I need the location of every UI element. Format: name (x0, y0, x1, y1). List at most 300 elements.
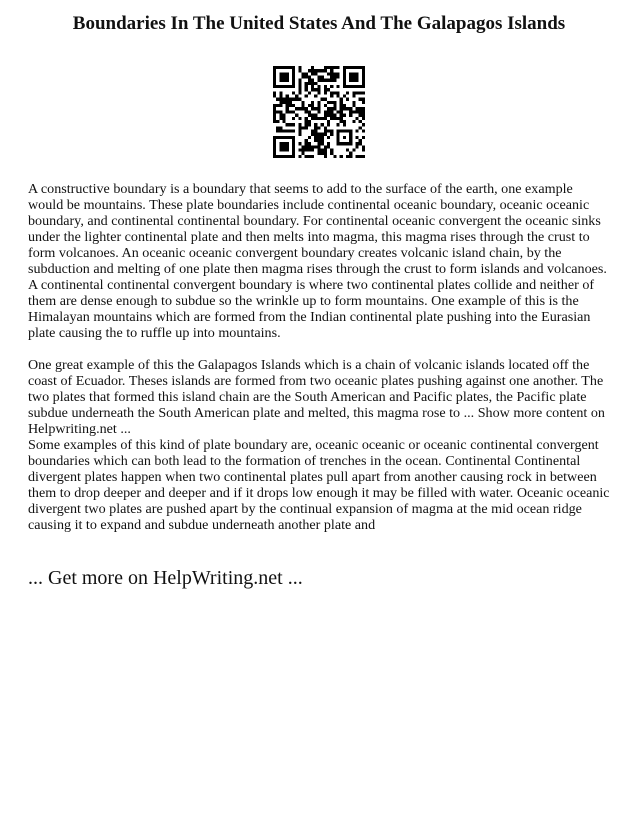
qr-module (359, 126, 362, 129)
qr-module (355, 117, 358, 120)
qr-module (355, 91, 358, 94)
qr-module (324, 104, 327, 107)
qr-module (362, 110, 365, 113)
qr-code-graphic (273, 66, 365, 158)
qr-module (311, 117, 314, 120)
qr-module (317, 145, 320, 148)
qr-module (298, 66, 301, 69)
qr-module (324, 91, 327, 94)
qr-module (349, 110, 352, 113)
qr-module (317, 85, 320, 88)
qr-module (340, 120, 343, 123)
qr-module (305, 95, 308, 98)
qr-module (317, 152, 320, 155)
qr-module (336, 66, 339, 69)
qr-module (330, 107, 333, 110)
qr-module (317, 148, 320, 151)
qr-module (314, 117, 317, 120)
qr-module (343, 104, 346, 107)
qr-module (333, 155, 336, 158)
qr-module (362, 114, 365, 117)
qr-module (359, 98, 362, 101)
qr-module (286, 129, 289, 132)
qr-module (330, 91, 333, 94)
qr-module (295, 95, 298, 98)
qr-module (289, 110, 292, 113)
qr-module (283, 114, 286, 117)
qr-module (311, 82, 314, 85)
qr-module (346, 148, 349, 151)
qr-module (317, 76, 320, 79)
qr-module (362, 136, 365, 139)
qr-module (362, 155, 365, 158)
qr-module (273, 107, 276, 110)
qr-module (362, 148, 365, 151)
qr-module (336, 72, 339, 75)
qr-module (343, 123, 346, 126)
qr-module (308, 120, 311, 123)
qr-module (311, 114, 314, 117)
qr-code-icon (273, 66, 365, 158)
qr-module (330, 110, 333, 113)
qr-module (333, 107, 336, 110)
qr-module (276, 126, 279, 129)
qr-module (333, 117, 336, 120)
qr-module (308, 104, 311, 107)
qr-module (324, 155, 327, 158)
qr-module (333, 66, 336, 69)
qr-module (298, 155, 301, 158)
qr-module (298, 117, 301, 120)
qr-module (314, 114, 317, 117)
qr-module (321, 139, 324, 142)
qr-module (317, 101, 320, 104)
qr-module (305, 120, 308, 123)
qr-module (298, 85, 301, 88)
qr-module (279, 98, 282, 101)
qr-module (362, 101, 365, 104)
qr-module (317, 79, 320, 82)
qr-module (308, 91, 311, 94)
qr-module (289, 104, 292, 107)
qr-module (336, 95, 339, 98)
qr-module (311, 104, 314, 107)
qr-module (330, 117, 333, 120)
qr-module (286, 98, 289, 101)
qr-module (314, 136, 317, 139)
qr-module (362, 98, 365, 101)
qr-module (343, 114, 346, 117)
qr-module (298, 126, 301, 129)
qr-module (340, 117, 343, 120)
qr-module (308, 142, 311, 145)
qr-module (321, 69, 324, 72)
qr-module (327, 88, 330, 91)
qr-module (317, 133, 320, 136)
qr-module (317, 142, 320, 145)
qr-module (317, 126, 320, 129)
qr-module (311, 66, 314, 69)
qr-module (349, 152, 352, 155)
qr-module (330, 133, 333, 136)
qr-module (298, 133, 301, 136)
qr-module (292, 91, 295, 94)
qr-module (302, 104, 305, 107)
qr-module (298, 148, 301, 151)
qr-module (330, 101, 333, 104)
qr-module (343, 107, 346, 110)
qr-module (305, 139, 308, 142)
qr-module (305, 72, 308, 75)
qr-module (340, 114, 343, 117)
qr-module (349, 107, 352, 110)
qr-module (286, 101, 289, 104)
qr-module (317, 110, 320, 113)
qr-module (305, 142, 308, 145)
qr-module (355, 142, 358, 145)
qr-module (311, 69, 314, 72)
qr-module (355, 155, 358, 158)
qr-module (289, 101, 292, 104)
qr-module (317, 139, 320, 142)
qr-module (330, 76, 333, 79)
qr-module (346, 98, 349, 101)
qr-module (321, 117, 324, 120)
qr-module (327, 66, 330, 69)
paragraph-divergent-boundaries: Some examples of this kind of plate boundary are, oceanic oceanic or oceanic continental convergent boundaries which can both lead to the formation of trenches in the ocean. Continental Continental divergent plates happen when two continental plates pull apart from another causing rock in between them to drop deeper and deeper and if it drops low enough it may be filled with water. Oceanic oceanic divergent two plates are pushed apart by the continual expansion of magma at the mid ocean ridge causing it to expand and subdue underneath another plate and (28, 437, 610, 533)
qr-module (324, 98, 327, 101)
qr-module (298, 98, 301, 101)
qr-module (324, 117, 327, 120)
qr-module (279, 91, 282, 94)
qr-module (346, 91, 349, 94)
qr-module (314, 95, 317, 98)
qr-module (302, 101, 305, 104)
qr-module (327, 107, 330, 110)
document-title: Boundaries In The United States And The Galapagos Islands (72, 13, 566, 34)
qr-module (327, 120, 330, 123)
qr-module (298, 91, 301, 94)
qr-module (355, 107, 358, 110)
qr-module (362, 107, 365, 110)
qr-module (352, 148, 355, 151)
qr-module (352, 104, 355, 107)
qr-module (314, 139, 317, 142)
qr-module (314, 126, 317, 129)
qr-module (305, 123, 308, 126)
qr-module (321, 148, 324, 151)
qr-module (317, 107, 320, 110)
qr-module (324, 110, 327, 113)
qr-module (308, 145, 311, 148)
qr-module (314, 72, 317, 75)
qr-module (292, 117, 295, 120)
qr-module (359, 114, 362, 117)
qr-module (276, 120, 279, 123)
qr-module (273, 104, 276, 107)
qr-module (327, 129, 330, 132)
qr-module (279, 129, 282, 132)
qr-module (302, 145, 305, 148)
qr-module (308, 82, 311, 85)
qr-module (362, 129, 365, 132)
qr-module (308, 79, 311, 82)
qr-module (308, 69, 311, 72)
qr-module (321, 152, 324, 155)
qr-module (308, 148, 311, 151)
qr-module (327, 142, 330, 145)
qr-module (302, 126, 305, 129)
qr-module (314, 88, 317, 91)
qr-module (362, 91, 365, 94)
qr-module (283, 98, 286, 101)
qr-module (333, 91, 336, 94)
qr-module (321, 123, 324, 126)
paragraph-galapagos-example: One great example of this the Galapagos Islands which is a chain of volcanic islands located off the coast of Ecuador. Theses islands are formed from two oceanic plates pushing against one another. The two plates that formed this island chain are the South American and Pacific plates, the Pacific plate subdue underneath the South American plate and melted, this magma rose to ... Show more content on Helpwriting.net ... (28, 357, 605, 437)
qr-module (352, 110, 355, 113)
qr-module (346, 155, 349, 158)
qr-module (346, 107, 349, 110)
qr-module (324, 114, 327, 117)
qr-module (308, 114, 311, 117)
qr-module (311, 155, 314, 158)
qr-module (317, 104, 320, 107)
qr-module (327, 136, 330, 139)
qr-module (289, 98, 292, 101)
qr-module (327, 110, 330, 113)
qr-module (355, 136, 358, 139)
qr-module (286, 107, 289, 110)
qr-module (283, 129, 286, 132)
qr-module (359, 155, 362, 158)
paragraph-gap (28, 341, 610, 357)
qr-module (311, 101, 314, 104)
qr-module (308, 110, 311, 113)
qr-module (343, 120, 346, 123)
qr-module (327, 123, 330, 126)
qr-module (355, 110, 358, 113)
qr-module (295, 98, 298, 101)
qr-module (314, 145, 317, 148)
qr-module (352, 120, 355, 123)
qr-module (273, 120, 276, 123)
qr-module (305, 145, 308, 148)
qr-module (311, 129, 314, 132)
qr-module (279, 95, 282, 98)
qr-module (286, 95, 289, 98)
qr-module (324, 79, 327, 82)
qr-module (302, 76, 305, 79)
qr-module (352, 95, 355, 98)
qr-module (330, 69, 333, 72)
qr-module (330, 95, 333, 98)
qr-module (305, 76, 308, 79)
qr-module (317, 117, 320, 120)
qr-module (292, 110, 295, 113)
qr-module (289, 123, 292, 126)
qr-module (298, 129, 301, 132)
qr-module (324, 133, 327, 136)
qr-module (292, 129, 295, 132)
qr-module (327, 72, 330, 75)
qr-module (279, 101, 282, 104)
qr-module (333, 72, 336, 75)
qr-module (324, 126, 327, 129)
qr-module (349, 155, 352, 158)
qr-module (336, 91, 339, 94)
qr-module (333, 76, 336, 79)
qr-module (279, 126, 282, 129)
qr-module (333, 104, 336, 107)
qr-module (279, 104, 282, 107)
qr-module (330, 148, 333, 151)
qr-module (314, 82, 317, 85)
qr-module (311, 72, 314, 75)
qr-module (305, 148, 308, 151)
qr-module (324, 145, 327, 148)
qr-module (311, 145, 314, 148)
qr-module (336, 110, 339, 113)
qr-module (336, 123, 339, 126)
qr-module (273, 91, 276, 94)
qr-module (305, 82, 308, 85)
qr-module (321, 142, 324, 145)
qr-module (273, 110, 276, 113)
qr-module (359, 91, 362, 94)
qr-module (302, 72, 305, 75)
qr-module (324, 88, 327, 91)
qr-module (362, 145, 365, 148)
qr-module (324, 85, 327, 88)
qr-module (276, 110, 279, 113)
qr-module (330, 66, 333, 69)
qr-module (308, 136, 311, 139)
qr-module (305, 110, 308, 113)
qr-module (352, 91, 355, 94)
qr-module (333, 79, 336, 82)
qr-module (352, 101, 355, 104)
qr-module (311, 107, 314, 110)
qr-module (324, 148, 327, 151)
qr-module (305, 88, 308, 91)
qr-module (286, 110, 289, 113)
qr-module (298, 107, 301, 110)
qr-module (330, 79, 333, 82)
qr-module (283, 120, 286, 123)
qr-module (340, 110, 343, 113)
qr-module (355, 145, 358, 148)
qr-module (283, 101, 286, 104)
qr-module (321, 79, 324, 82)
qr-module (359, 142, 362, 145)
qr-module (317, 136, 320, 139)
qr-module (330, 129, 333, 132)
qr-module (273, 114, 276, 117)
qr-module (292, 98, 295, 101)
qr-module (324, 129, 327, 132)
qr-module (321, 98, 324, 101)
qr-module (359, 110, 362, 113)
qr-module (343, 95, 346, 98)
qr-module (330, 152, 333, 155)
qr-module (340, 155, 343, 158)
qr-module (340, 104, 343, 107)
qr-module (317, 88, 320, 91)
qr-module (298, 123, 301, 126)
qr-module (286, 104, 289, 107)
qr-module (298, 82, 301, 85)
qr-module (314, 107, 317, 110)
qr-module (321, 133, 324, 136)
qr-module (336, 76, 339, 79)
qr-module (273, 95, 276, 98)
qr-module (330, 114, 333, 117)
qr-module (279, 110, 282, 113)
qr-module (276, 98, 279, 101)
qr-module (362, 123, 365, 126)
qr-module (286, 123, 289, 126)
qr-module (327, 114, 330, 117)
qr-module (359, 139, 362, 142)
qr-module (359, 107, 362, 110)
qr-module (314, 129, 317, 132)
qr-module (298, 79, 301, 82)
qr-module (340, 107, 343, 110)
qr-module (340, 98, 343, 101)
qr-module (302, 148, 305, 151)
qr-module (308, 76, 311, 79)
body-text (28, 181, 610, 533)
qr-module (355, 129, 358, 132)
qr-module (333, 101, 336, 104)
qr-module (336, 85, 339, 88)
qr-module (279, 114, 282, 117)
qr-module (324, 66, 327, 69)
qr-module (292, 104, 295, 107)
qr-module (302, 152, 305, 155)
qr-module (336, 117, 339, 120)
qr-module (308, 123, 311, 126)
qr-module (308, 155, 311, 158)
qr-module (321, 136, 324, 139)
qr-module (314, 123, 317, 126)
qr-module (305, 155, 308, 158)
qr-module (314, 69, 317, 72)
qr-module (279, 117, 282, 120)
qr-module (295, 107, 298, 110)
qr-module (311, 85, 314, 88)
qr-module (311, 79, 314, 82)
qr-module (317, 91, 320, 94)
qr-module (321, 76, 324, 79)
qr-module (283, 117, 286, 120)
qr-module (340, 101, 343, 104)
qr-module (276, 129, 279, 132)
qr-module (327, 79, 330, 82)
qr-module (273, 117, 276, 120)
qr-module (314, 133, 317, 136)
qr-module (311, 148, 314, 151)
get-more-link[interactable]: ... Get more on HelpWriting.net ... (28, 567, 303, 589)
qr-module (302, 107, 305, 110)
qr-module (349, 114, 352, 117)
qr-module (305, 117, 308, 120)
qr-module (330, 85, 333, 88)
qr-module (333, 114, 336, 117)
qr-module (324, 152, 327, 155)
qr-module (327, 145, 330, 148)
qr-module (305, 85, 308, 88)
